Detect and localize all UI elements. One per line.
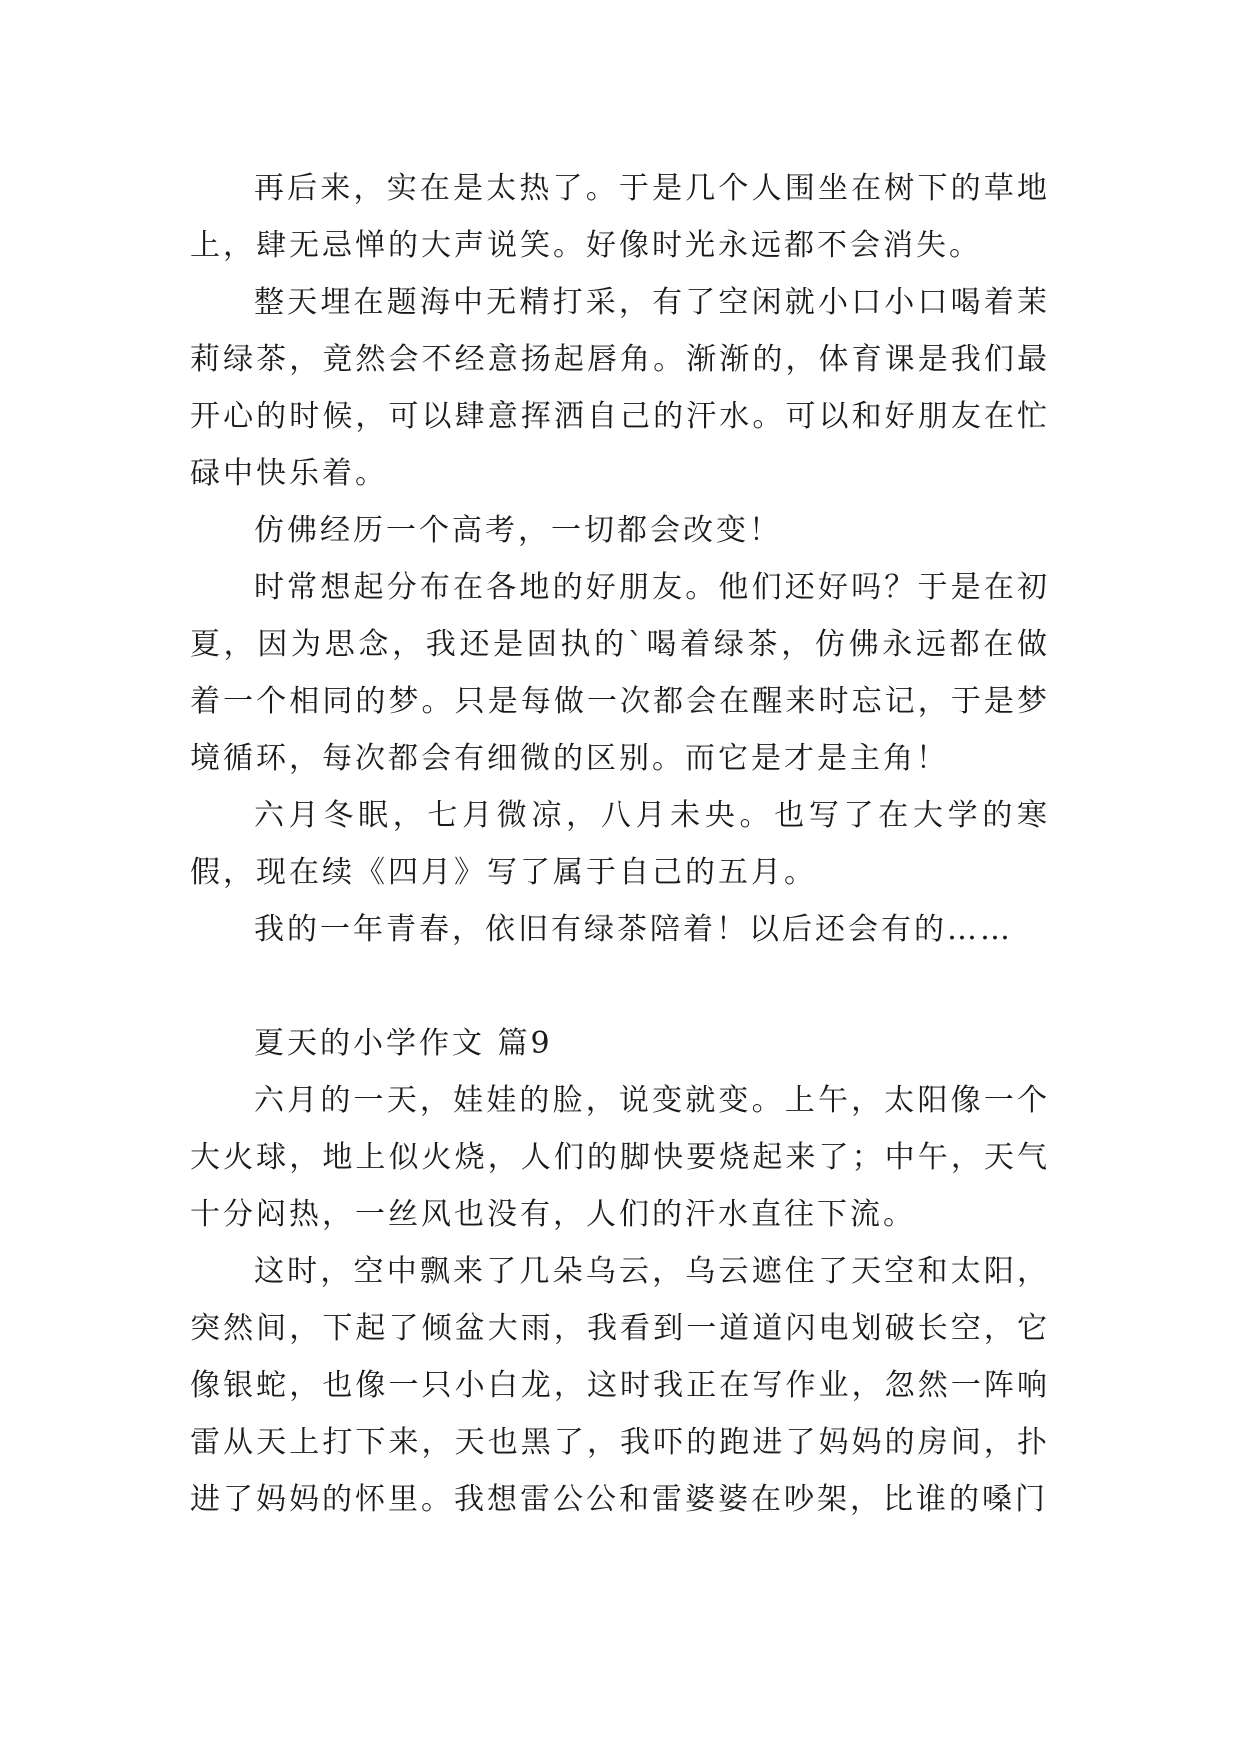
paragraph: 六月的一天，娃娃的脸，说变就变。上午，太阳像一个大火球，地上似火烧，人们的脚快要烧起来了；中午，天气十分闷热，一丝风也没有，人们的汗水直往下流。: [190, 1083, 1050, 1232]
blank-line: [190, 958, 1050, 1015]
paragraph: 时常想起分布在各地的好朋友。他们还好吗？于是在初夏，因为思念，我还是固执的`喝着绿茶，仿佛永远都在做着一个相同的梦。只是每做一次都会在醒来时忘记，于是梦境循环，每次都会有细微的区别。而它是才是主角！: [190, 570, 1050, 776]
paragraph: 这时，空中飘来了几朵乌云，乌云遮住了天空和太阳，突然间，下起了倾盆大雨，我看到一道道闪电划破长空，它像银蛇，也像一只小白龙，这时我正在写作业，忽然一阵响雷从天上打下来，天也黑了，我吓的跑进了妈妈的房间，扑进了妈妈的怀里。我想雷公公和雷婆婆在吵架，比谁的嗓门: [190, 1254, 1050, 1517]
paragraph: 我的一年青春，依旧有绿茶陪着！以后还会有的……: [254, 912, 1013, 947]
document-body: [190, 160, 1050, 1528]
paragraph: 再后来，实在是太热了。于是几个人围坐在树下的草地上，肆无忌惮的大声说笑。好像时光永远都不会消失。: [190, 171, 1050, 263]
paragraph: 整天埋在题海中无精打采，有了空闲就小口小口喝着茉莉绿茶，竟然会不经意扬起唇角。渐渐的，体育课是我们最开心的时候，可以肆意挥洒自己的汗水。可以和好朋友在忙碌中快乐着。: [190, 285, 1050, 491]
paragraph: 仿佛经历一个高考，一切都会改变！: [254, 513, 782, 548]
paragraph: 六月冬眠，七月微凉，八月未央。也写了在大学的寒假，现在续《四月》写了属于自己的五月。: [190, 798, 1050, 890]
section-title: 夏天的小学作文 篇9: [254, 1026, 553, 1061]
